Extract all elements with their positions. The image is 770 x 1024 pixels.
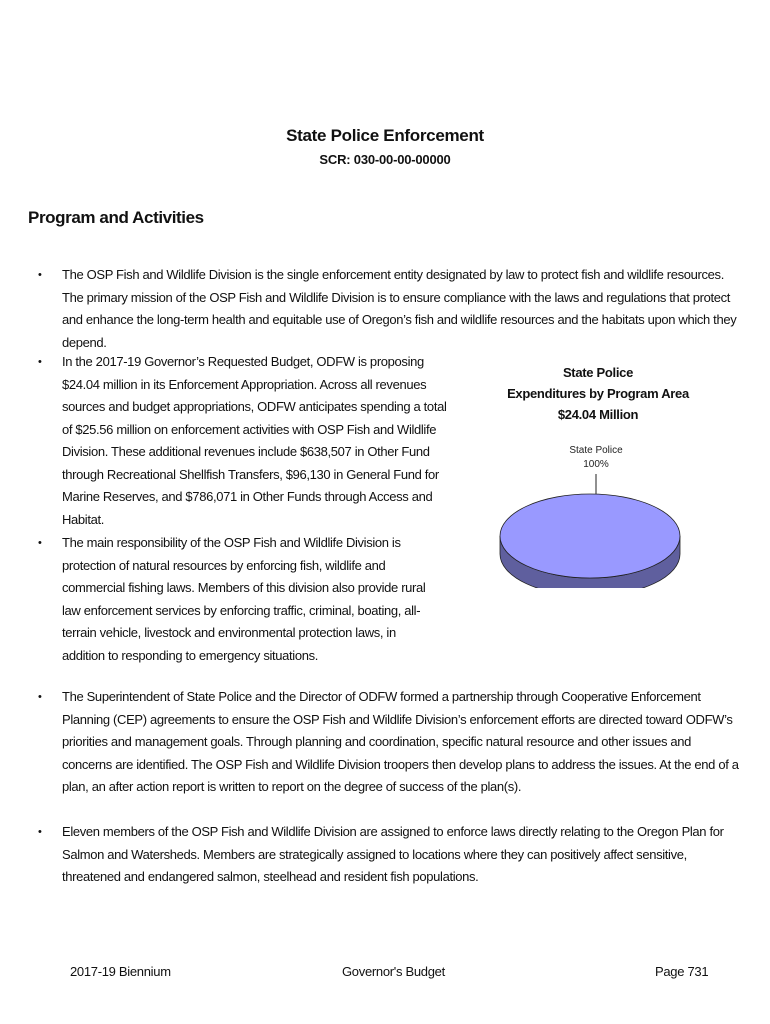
section-heading: Program and Activities [28,208,204,227]
footer-biennium: 2017-19 Biennium [70,964,171,979]
bullet-text: The main responsibility of the OSP Fish and Wildlife Division is protection of natural resources by enforcing fish, wildlife and commercial fishing laws. Members of this division also provide rural law enforcement services by enforcing traffic, criminal, boating, all-terrain vehicle, livestock and environmental protection laws, in addition to responding to emergency situations. [62,535,426,663]
bullet-paragraph [38,351,452,531]
bullet-paragraph [38,821,742,889]
bullet-paragraph [38,686,742,799]
chart-title-line: $24.04 Million [557,407,639,422]
bullet-paragraph [38,264,742,354]
chart-title-line: Expenditures by Program Area [507,386,689,401]
bullet-paragraph [38,532,432,667]
bullet-marker: • [38,356,42,368]
bullet-marker: • [38,691,42,703]
chart-title [488,362,708,425]
pie-slice [500,494,680,578]
pie-chart [488,358,708,588]
document-header [0,126,770,167]
bullet-marker: • [38,826,42,838]
bullet-text: In the 2017-19 Governor’s Requested Budget, ODFW is proposing $24.04 million in its Enforcement Appropriation. Across all revenues sources and budget appropriations, ODFW anticipates spending a total of $25.56 million on enforcement activities with OSP Fish and Wildlife Division. These additional revenues include $638,507 in Other Fund through Recreational Shellfish Transfers, $96,130 in General Fund for Marine Reserves, and $786,071 in Other Funds through Access and Habitat. [62,354,447,527]
bullet-marker: • [38,269,42,281]
bullet-text: The OSP Fish and Wildlife Division is the single enforcement entity designated by law to protect fish and wildlife resources. The primary mission of the OSP Fish and Wildlife Division is to ensure compliance with the laws and regulations that protect and enhance the long-term health and equitable use of Oregon’s fish and wildlife resources and the habitats upon which they depend. [62,267,737,350]
bullet-marker: • [38,537,42,549]
footer-page-number: Page 731 [655,964,709,979]
page-title: State Police Enforcement [286,126,484,145]
bullet-text: The Superintendent of State Police and the Director of ODFW formed a partnership through Cooperative Enforcement Planning (CEP) agreements to ensure the OSP Fish and Wildlife Division’s enforcement efforts are directed toward ODFW’s priorities and management goals. Through planning and coordination, specific natural resource and other issues and concerns are identified. The OSP Fish and Wildlife Division troopers then develop plans to address the issues. At the end of a plan, an after action report is written to report on the degree of success of the plan(s). [62,689,739,794]
pie-slices [500,445,680,588]
pie-slice-label: State Police [569,445,623,456]
footer-budget: Governor's Budget [342,964,445,979]
bullet-text: Eleven members of the OSP Fish and Wildlife Division are assigned to enforce laws directly relating to the Oregon Plan for Salmon and Watersheds. Members are strategically assigned to locations where they can positively affect sensitive, threatened and endangered salmon, steelhead and resident fish populations. [62,824,724,884]
pie-slice-value-label: 100% [583,459,609,470]
page-subtitle: SCR: 030-00-00-00000 [319,152,451,167]
chart-title-line: State Police [562,365,634,380]
